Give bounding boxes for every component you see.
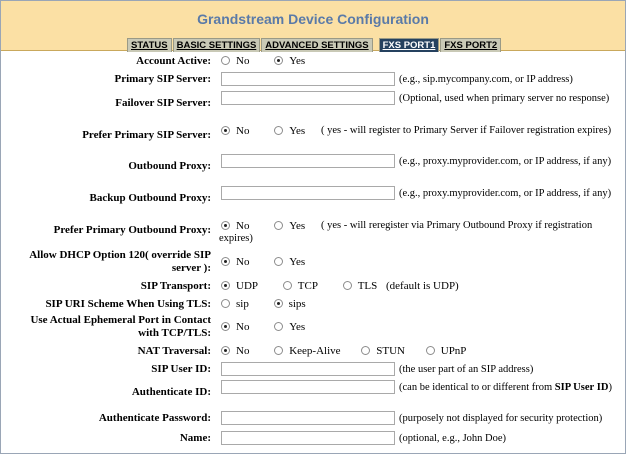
- primary-sip-server-label: Primary SIP Server:: [114, 73, 211, 85]
- page-title: Grandstream Device Configuration: [197, 11, 429, 27]
- tab-fxs-port2[interactable]: FXS PORT2: [440, 38, 501, 52]
- prefer-primary-outbound-no-option[interactable]: No: [221, 220, 249, 232]
- dhcp-option-120-label-line2: server ):: [171, 262, 211, 274]
- radio-sip[interactable]: [221, 299, 230, 308]
- authenticate-password-input[interactable]: [221, 411, 395, 425]
- nat-traversal-stun-option[interactable]: STUN: [361, 345, 405, 357]
- sip-transport-tls-option[interactable]: TLS: [343, 280, 378, 292]
- prefer-primary-outbound-yes-option[interactable]: Yes: [274, 220, 305, 232]
- account-active-label: Account Active:: [136, 55, 211, 67]
- prefer-primary-sip-label: Prefer Primary SIP Server:: [82, 129, 211, 141]
- sip-user-id-label: SIP User ID:: [151, 363, 211, 375]
- radio-yes[interactable]: [274, 257, 283, 266]
- prefer-primary-sip-yes-option[interactable]: Yes: [274, 125, 305, 137]
- radio-yes[interactable]: [274, 322, 283, 331]
- sip-uri-scheme-sip-option[interactable]: sip: [221, 298, 249, 310]
- prefer-primary-sip-no-option[interactable]: No: [221, 125, 249, 137]
- prefer-primary-outbound-label: Prefer Primary Outbound Proxy:: [53, 224, 211, 236]
- nat-traversal-upnp-option[interactable]: UPnP: [426, 345, 467, 357]
- sip-transport-tcp-option[interactable]: TCP: [283, 280, 318, 292]
- nat-traversal-no-option[interactable]: No: [221, 345, 249, 357]
- radio-udp-selected[interactable]: [221, 281, 230, 290]
- sip-user-id-input[interactable]: [221, 362, 395, 376]
- ephemeral-port-label-line2: with TCP/TLS:: [138, 327, 211, 339]
- dhcp-option-120-yes-option[interactable]: Yes: [274, 256, 305, 268]
- account-active-yes-option[interactable]: Yes: [274, 55, 305, 67]
- outbound-proxy-label: Outbound Proxy:: [128, 160, 211, 172]
- backup-outbound-proxy-note: (e.g., proxy.myprovider.com, or IP address, if any): [399, 188, 612, 199]
- radio-no[interactable]: [221, 56, 230, 65]
- prefer-primary-sip-note: ( yes - will register to Primary Server if Failover registration expires): [321, 125, 612, 136]
- radio-upnp[interactable]: [426, 346, 435, 355]
- primary-sip-server-note: (e.g., sip.mycompany.com, or IP address): [399, 74, 573, 85]
- authenticate-password-label: Authenticate Password:: [98, 412, 211, 424]
- ephemeral-port-yes-option[interactable]: Yes: [274, 321, 305, 333]
- account-active-no-option[interactable]: No: [221, 55, 249, 67]
- radio-stun[interactable]: [361, 346, 370, 355]
- radio-tls[interactable]: [343, 281, 352, 290]
- sip-uri-scheme-sips-option[interactable]: sips: [274, 298, 306, 310]
- name-input[interactable]: [221, 431, 395, 445]
- dhcp-option-120-label-line1: Allow DHCP Option 120( override SIP: [29, 249, 211, 261]
- header-bar: [1, 1, 625, 51]
- sip-transport-label: SIP Transport:: [140, 280, 211, 292]
- tab-basic-settings[interactable]: BASIC SETTINGS: [173, 38, 261, 52]
- dhcp-option-120-no-option[interactable]: No: [221, 256, 249, 268]
- tab-status[interactable]: STATUS: [127, 38, 172, 52]
- radio-no-selected[interactable]: [221, 346, 230, 355]
- sip-transport-udp-option[interactable]: UDP: [221, 280, 258, 292]
- tab-fxs-port1[interactable]: FXS PORT1: [379, 38, 440, 52]
- name-note: (optional, e.g., John Doe): [399, 433, 507, 444]
- ephemeral-port-no-option[interactable]: No: [221, 321, 249, 333]
- authenticate-id-note: (can be identical to or different from SIP User ID): [399, 382, 612, 393]
- outbound-proxy-note: (e.g., proxy.myprovider.com, or IP address, if any): [399, 156, 612, 167]
- backup-outbound-proxy-label: Backup Outbound Proxy:: [89, 192, 211, 204]
- failover-sip-server-note: (Optional, used when primary server no response): [399, 93, 610, 104]
- prefer-primary-outbound-note: ( yes - will reregister via Primary Outbound Proxy if registration expires): [219, 220, 593, 244]
- nat-traversal-label: NAT Traversal:: [137, 345, 211, 357]
- tab-advanced-settings[interactable]: ADVANCED SETTINGS: [261, 38, 372, 52]
- failover-sip-server-label: Failover SIP Server:: [115, 97, 211, 109]
- name-label: Name:: [179, 432, 211, 444]
- primary-sip-server-input[interactable]: [221, 72, 395, 86]
- radio-no-selected[interactable]: [221, 322, 230, 331]
- nat-traversal-keep-alive-option[interactable]: Keep-Alive: [274, 345, 340, 357]
- radio-no-selected[interactable]: [221, 257, 230, 266]
- ephemeral-port-label-line1: Use Actual Ephemeral Port in Contact: [30, 314, 211, 326]
- radio-sips-selected[interactable]: [274, 299, 283, 308]
- radio-tcp[interactable]: [283, 281, 292, 290]
- authenticate-id-label: Authenticate ID:: [131, 386, 211, 398]
- radio-keep-alive[interactable]: [274, 346, 283, 355]
- radio-yes-selected[interactable]: [274, 56, 283, 65]
- sip-uri-scheme-label: SIP URI Scheme When Using TLS:: [45, 298, 211, 310]
- tab-bar: [127, 38, 502, 52]
- authenticate-password-note: (purposely not displayed for security protection): [399, 413, 603, 424]
- sip-user-id-note: (the user part of an SIP address): [399, 364, 534, 375]
- sip-transport-note: (default is UDP): [386, 280, 459, 292]
